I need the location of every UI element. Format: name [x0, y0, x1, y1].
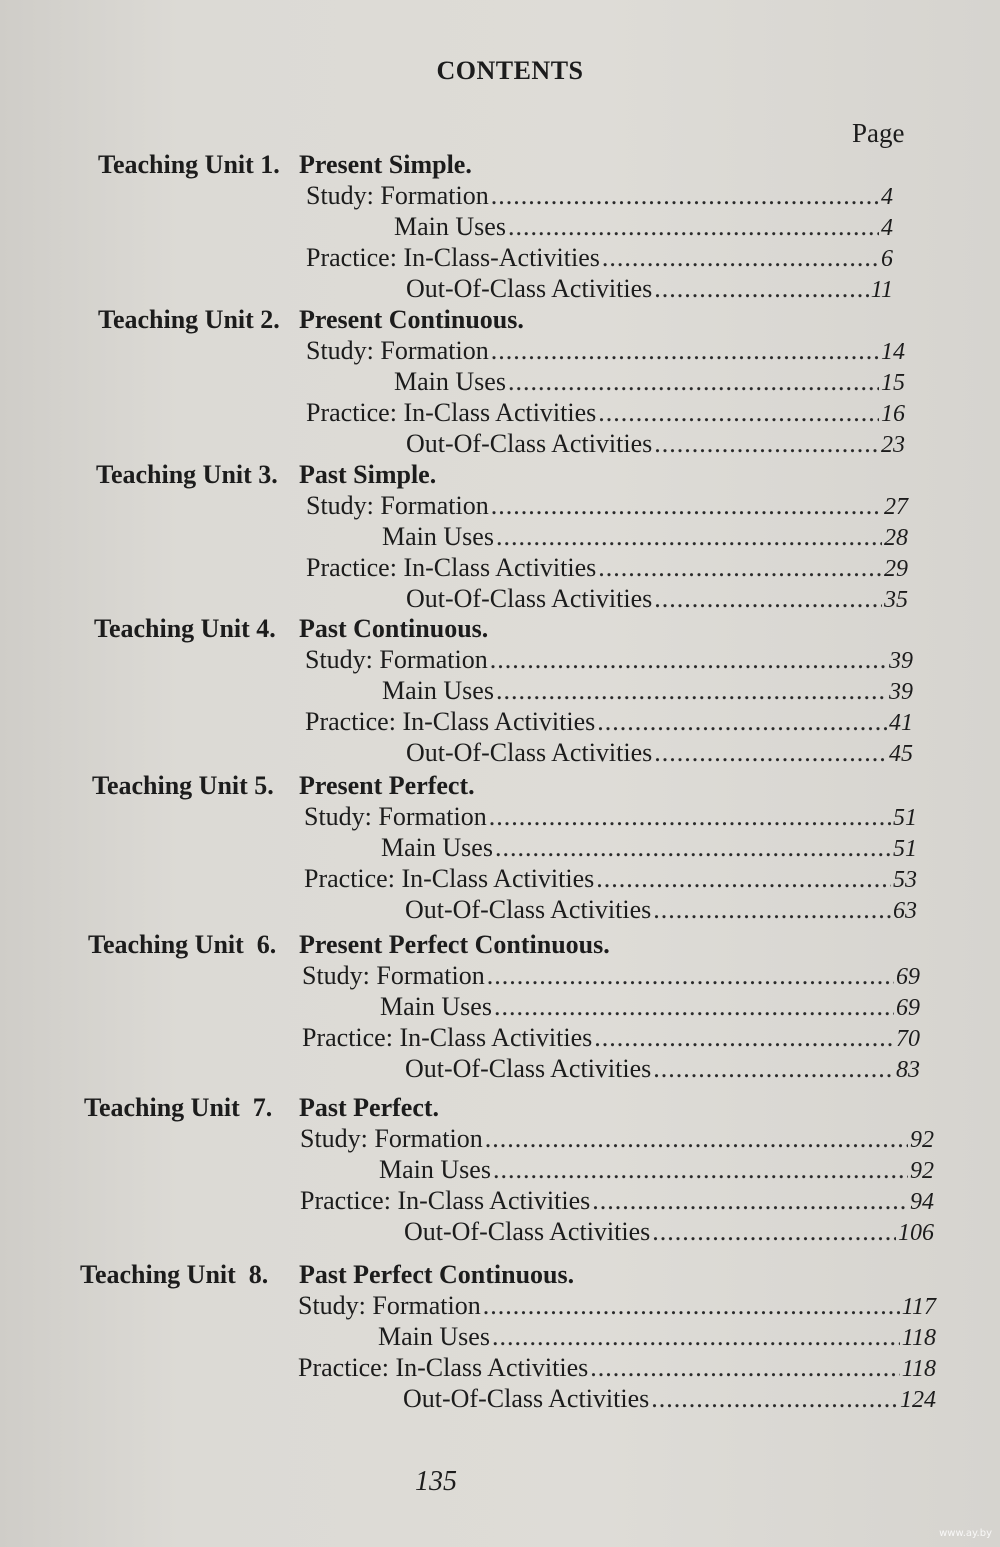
entry-title: Out-Of-Class Activities [406, 738, 653, 767]
entry-page-number: 45 [889, 741, 913, 767]
unit-label: Teaching Unit 4. [94, 614, 276, 643]
dot-leader [596, 864, 891, 894]
entry-title: Practice: In-Class Activities [300, 1186, 591, 1215]
entry-title: Practice: In-Class-Activities [306, 243, 600, 272]
entry-page-number: 29 [884, 556, 908, 582]
entry-page-number: 11 [870, 277, 893, 303]
unit-label: Teaching Unit 1. [98, 150, 280, 179]
unit-name: Present Perfect. [299, 771, 475, 800]
unit-heading [94, 614, 488, 644]
unit-label: Teaching Unit 2. [98, 305, 280, 334]
toc-entry [306, 553, 908, 583]
entry-page-number: 16 [881, 401, 905, 427]
toc-entry [300, 1186, 934, 1216]
unit-heading [96, 460, 436, 490]
unit-name: Present Continuous. [299, 305, 524, 334]
entry-page-number: 41 [889, 710, 913, 736]
entry-title: Main Uses [382, 676, 494, 705]
dot-leader [491, 336, 879, 366]
dot-leader [651, 1384, 898, 1414]
dot-leader [508, 367, 879, 397]
dot-leader [489, 802, 891, 832]
dot-leader [592, 1186, 908, 1216]
dot-leader [594, 1023, 894, 1053]
entry-page-number: 70 [896, 1026, 920, 1052]
entry-title: Main Uses [382, 522, 494, 551]
entry-page-number: 28 [884, 525, 908, 551]
unit-heading [88, 930, 610, 960]
unit-heading [98, 150, 472, 180]
dot-leader [653, 895, 891, 925]
entry-title: Practice: In-Class Activities [302, 1023, 593, 1052]
dot-leader [602, 243, 879, 273]
dot-leader [494, 992, 894, 1022]
page-column-label: Page [852, 118, 905, 148]
toc-entry [394, 367, 905, 397]
entry-page-number: 117 [901, 1294, 936, 1320]
unit-label: Teaching Unit 6. [88, 930, 277, 959]
entry-page-number: 39 [889, 648, 913, 674]
entry-title: Main Uses [394, 212, 506, 241]
toc-entry [302, 961, 920, 991]
toc-entry [378, 1322, 936, 1352]
entry-title: Out-Of-Class Activities [406, 274, 653, 303]
dot-leader [508, 212, 879, 242]
unit-name: Present Perfect Continuous. [299, 930, 610, 959]
toc-entry [304, 864, 917, 894]
entry-page-number: 51 [893, 836, 917, 862]
entry-page-number: 92 [910, 1158, 934, 1184]
unit-heading [80, 1260, 574, 1290]
dot-leader [483, 1291, 900, 1321]
entry-title: Practice: In-Class Activities [306, 398, 597, 427]
entry-page-number: 27 [884, 494, 908, 520]
dot-leader [654, 429, 879, 459]
unit-label: Teaching Unit 7. [84, 1093, 273, 1122]
entry-page-number: 69 [896, 964, 920, 990]
entry-page-number: 51 [893, 805, 917, 831]
entry-title: Main Uses [394, 367, 506, 396]
entry-title: Main Uses [378, 1322, 490, 1351]
toc-entry [406, 738, 913, 768]
entry-title: Study: Formation [306, 491, 489, 520]
entry-title: Main Uses [379, 1155, 491, 1184]
entry-title: Study: Formation [302, 961, 485, 990]
toc-entry [406, 584, 908, 614]
toc-entry [304, 802, 917, 832]
dot-leader [487, 961, 894, 991]
entry-page-number: 63 [893, 898, 917, 924]
toc-entry [406, 274, 893, 304]
unit-heading [84, 1093, 439, 1123]
toc-entry [306, 491, 908, 521]
toc-entry [306, 336, 905, 366]
page-number: 135 [415, 1466, 457, 1497]
entry-page-number: 53 [893, 867, 917, 893]
dot-leader [652, 1217, 896, 1247]
toc-entry [381, 833, 917, 863]
entry-title: Out-Of-Class Activities [406, 584, 653, 613]
dot-leader [491, 491, 882, 521]
entry-page-number: 6 [881, 246, 893, 272]
entry-title: Out-Of-Class Activities [406, 429, 653, 458]
entry-page-number: 35 [884, 587, 908, 613]
dot-leader [654, 274, 869, 304]
entry-title: Practice: In-Class Activities [305, 707, 596, 736]
entry-title: Out-Of-Class Activities [403, 1384, 650, 1413]
toc-entry [306, 398, 905, 428]
dot-leader [597, 707, 887, 737]
dot-leader [590, 1353, 900, 1383]
unit-label: Teaching Unit 3. [96, 460, 278, 489]
entry-page-number: 118 [901, 1325, 936, 1351]
dot-leader [598, 398, 879, 428]
unit-name: Past Simple. [299, 460, 437, 489]
watermark: www.ay.by [939, 1528, 992, 1539]
toc-entry [300, 1124, 934, 1154]
unit-label: Teaching Unit 5. [92, 771, 274, 800]
toc-entry [305, 645, 913, 675]
toc-entry [298, 1291, 936, 1321]
dot-leader [491, 181, 879, 211]
entry-page-number: 39 [889, 679, 913, 705]
entry-title: Study: Formation [306, 181, 489, 210]
dot-leader [654, 738, 887, 768]
toc-entry [405, 1054, 920, 1084]
toc-entry [382, 676, 913, 706]
entry-title: Practice: In-Class Activities [298, 1353, 589, 1382]
unit-name: Present Simple. [299, 150, 472, 179]
toc-entry [306, 181, 893, 211]
toc-entry [406, 429, 905, 459]
entry-page-number: 124 [900, 1387, 936, 1413]
entry-title: Out-Of-Class Activities [405, 895, 652, 924]
entry-page-number: 15 [881, 370, 905, 396]
entry-title: Out-Of-Class Activities [404, 1217, 651, 1246]
entry-page-number: 92 [910, 1127, 934, 1153]
toc-entry [405, 895, 917, 925]
unit-name: Past Continuous. [299, 614, 489, 643]
dot-leader [598, 553, 882, 583]
dot-leader [496, 522, 882, 552]
dot-leader [492, 1322, 900, 1352]
entry-title: Out-Of-Class Activities [405, 1054, 652, 1083]
entry-title: Study: Formation [300, 1124, 483, 1153]
unit-heading [98, 305, 524, 335]
entry-page-number: 14 [881, 339, 905, 365]
entry-title: Study: Formation [306, 336, 489, 365]
entry-title: Study: Formation [305, 645, 488, 674]
dot-leader [496, 676, 887, 706]
toc-entry [302, 1023, 920, 1053]
toc-entry [380, 992, 920, 1022]
dot-leader [654, 584, 882, 614]
unit-name: Past Perfect. [299, 1093, 440, 1122]
toc-entry [298, 1353, 936, 1383]
entry-title: Main Uses [380, 992, 492, 1021]
entry-page-number: 4 [881, 215, 893, 241]
entry-title: Study: Formation [304, 802, 487, 831]
unit-label: Teaching Unit 8. [80, 1260, 269, 1289]
entry-page-number: 118 [901, 1356, 936, 1382]
entry-title: Main Uses [381, 833, 493, 862]
entry-page-number: 69 [896, 995, 920, 1021]
entry-page-number: 94 [910, 1189, 934, 1215]
entry-page-number: 4 [881, 184, 893, 210]
entry-page-number: 23 [881, 432, 905, 458]
toc-entry [379, 1155, 934, 1185]
entry-page-number: 83 [896, 1057, 920, 1083]
toc-entry [305, 707, 913, 737]
dot-leader [493, 1155, 908, 1185]
toc-entry [403, 1384, 936, 1414]
entry-title: Practice: In-Class Activities [304, 864, 595, 893]
dot-leader [653, 1054, 894, 1084]
dot-leader [485, 1124, 908, 1154]
dot-leader [490, 645, 887, 675]
toc-entry [394, 212, 893, 242]
entry-title: Study: Formation [298, 1291, 481, 1320]
unit-name: Past Perfect Continuous. [299, 1260, 575, 1289]
entry-page-number: 106 [898, 1220, 934, 1246]
contents-title: CONTENTS [436, 56, 584, 85]
toc-entry [306, 243, 893, 273]
toc-entry [404, 1217, 934, 1247]
entry-title: Practice: In-Class Activities [306, 553, 597, 582]
unit-heading [92, 771, 475, 801]
toc-entry [382, 522, 908, 552]
dot-leader [495, 833, 891, 863]
